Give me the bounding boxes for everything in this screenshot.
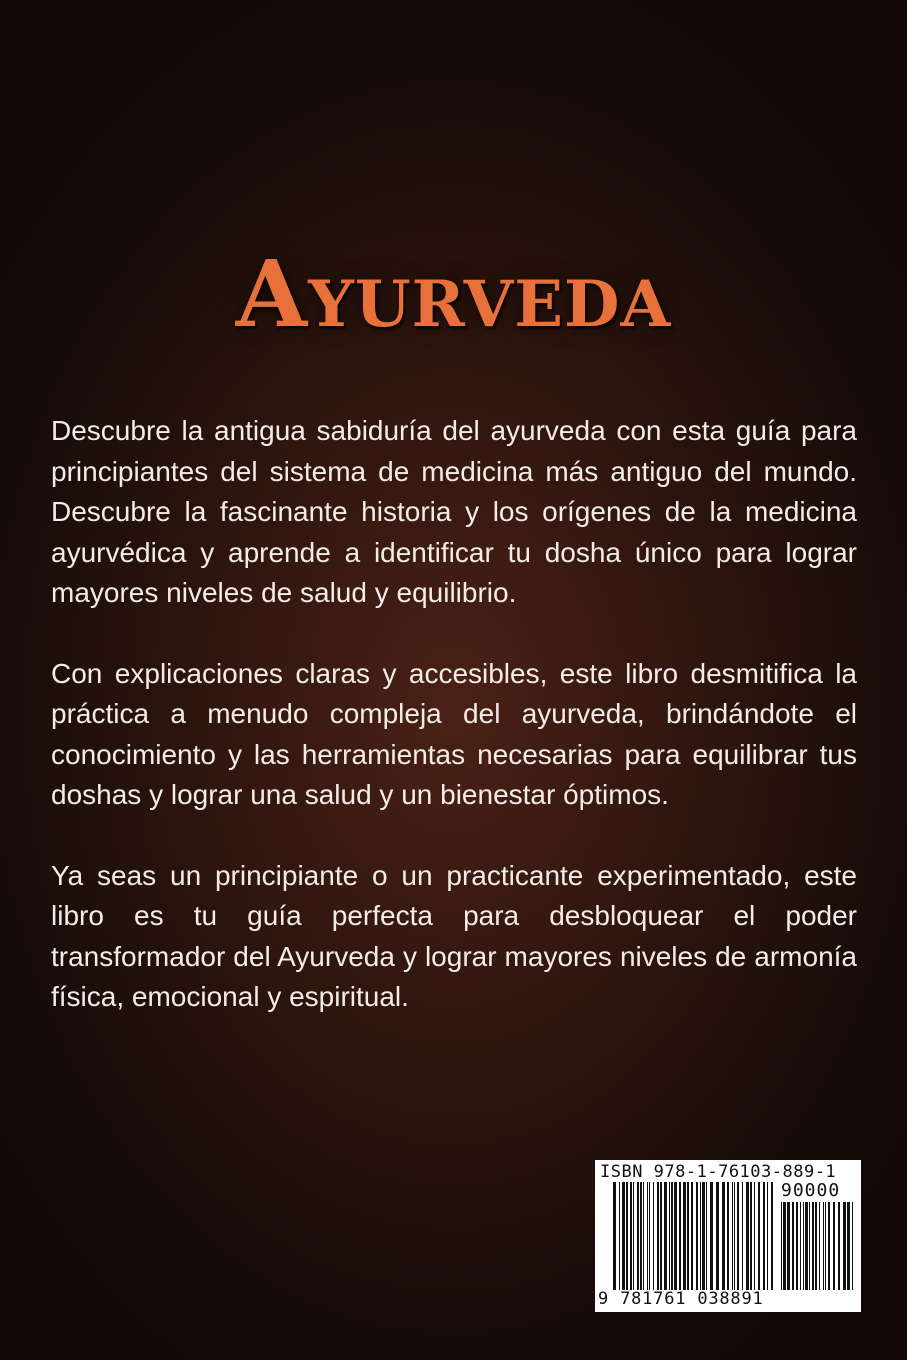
isbn-barcode bbox=[595, 1160, 861, 1312]
addon-barcode-bars-icon bbox=[781, 1202, 853, 1290]
blurb-paragraph-3: Ya seas un principiante o un practicante experimentado, este libro es tu guía perfecta para desbloquear el poder transformador del Ayurveda y lograr mayores niveles de armonía física, emocional y espiritual. bbox=[51, 859, 857, 1012]
barcode-bars-icon bbox=[613, 1182, 773, 1290]
price-code: 90000 bbox=[781, 1180, 841, 1201]
book-title: Ayurveda bbox=[235, 240, 672, 348]
isbn-label: ISBN 978-1-76103-889-1 bbox=[600, 1162, 837, 1182]
blurb-paragraph-1: Descubre la antigua sabiduría del ayurveda con esta guía para principiantes del sistema de medicina más antiguo del mundo. Descubre la fascinante historia y los orígenes de la medicina ayurvédica y aprende a identificar tu dosha único para lograr mayores niveles de salud y equilibrio. bbox=[51, 415, 857, 608]
ean-digits: 9 781761 038891 bbox=[598, 1289, 764, 1309]
blurb-text bbox=[51, 411, 857, 1058]
blurb-paragraph-2: Con explicaciones claras y accesibles, este libro desmitifica la práctica a menudo compleja del ayurveda, brindándote el conocimiento y las herramientas necesarias para equilibrar tus doshas y lograr una salud y un bienestar óptimos. bbox=[51, 657, 857, 810]
